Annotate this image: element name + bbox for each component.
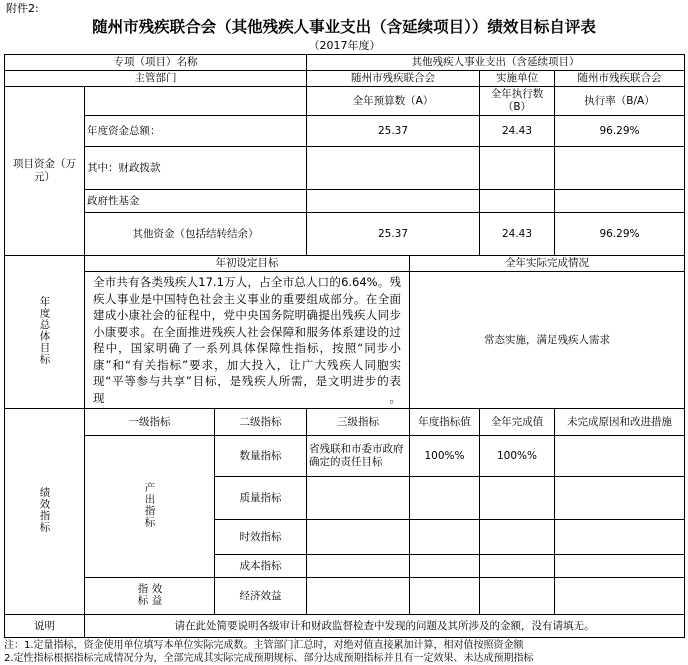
fund-total-label: 年度资金总额： [85, 116, 307, 147]
perf-level3 [307, 555, 410, 578]
annual-goal-actual-text: 常态实施，满足残疾人需求 [410, 272, 685, 409]
funds-label: 项目资金（万元） [5, 87, 85, 256]
perf-done [480, 555, 555, 578]
project-name-label: 专项（项目）名称 [5, 55, 307, 71]
perf-target [410, 555, 480, 578]
perf-done: 100%% [480, 436, 555, 477]
footnote-2: 2.定性指标根据指标完成情况分为，全部完成其实际完成预期规标、部分达成预期指标并且有一定效果、未达成预期指标 [4, 653, 534, 664]
perf-label [5, 409, 85, 615]
annual-goal-header-row [5, 256, 685, 272]
col-year-target: 年度指标值 [410, 409, 480, 436]
attachment-label: 附件2: [6, 2, 39, 15]
col-level1: 一级指标 [85, 409, 215, 436]
perf-level2: 成本指标 [215, 555, 307, 578]
col-level3: 三级指标 [307, 409, 410, 436]
col-actual-goal: 全年实际完成情况 [410, 256, 685, 272]
perf-level1-output-text: 产出指标 [143, 481, 156, 528]
perf-done [480, 578, 555, 615]
perf-target: 100%% [410, 436, 480, 477]
col-budget: 全年预算数（A） [307, 87, 480, 116]
perf-header-row [5, 409, 685, 436]
col-year-done: 全年完成值 [480, 409, 555, 436]
fund-fiscal-label: 其中：财政拨款 [85, 147, 307, 190]
fund-total-rate: 96.29% [555, 116, 685, 147]
perf-level2: 质量指标 [215, 477, 307, 520]
perf-level3 [307, 578, 410, 615]
fund-fiscal-budget [307, 147, 480, 190]
perf-level1-output [85, 436, 215, 578]
fund-other-label: 其他资金（包括结转结余） [85, 213, 307, 256]
perf-done [480, 520, 555, 555]
main-table [4, 39, 685, 638]
perf-level3 [307, 520, 410, 555]
annual-goal-label-text: 年度总体目标 [38, 295, 51, 365]
col-level2: 二级指标 [215, 409, 307, 436]
perf-level2: 时效指标 [215, 520, 307, 555]
fund-other-rate: 96.29% [555, 213, 685, 256]
perf-level3: 省残联和市委市政府确定的责任目标 [307, 436, 410, 477]
annual-goal-set-text: 全市共有各类残疾人17.1万人，占全市总人口的6.64%。残疾人事业是中国特色社会主义事业的重要组成部分。在全面建成小康社会的征程中，党中央国务院明确提出残疾人同步小康要求。在全面推进残疾人社会保障和服务体系建设的过程中，国家明确了一系列具体保障性指标，按照“同步小康”和“有关指标”要求，加大投入，让广大残疾人同胞实现“平等参与共享”目标，是残疾人所需，是文明进步的表现。 [85, 272, 410, 409]
fund-other-row [5, 213, 685, 256]
year-label: （2017年度） [308, 39, 381, 52]
footnote-1: 注：1.定量指标，资金使用单位填写本单位实际完成数。主管部门汇总时，对绝对值直接累加计算，相对值按照资金额 [4, 640, 524, 651]
fund-govfund-budget [307, 190, 480, 213]
perf-reason [555, 578, 685, 615]
page-title: 随州市残疾联合会（其他残疾人事业支出（含延续项目））绩效目标自评表 [92, 17, 596, 36]
perf-level2: 经济效益 [215, 578, 307, 615]
project-name-row [5, 55, 685, 71]
col-rate: 执行率（B/A） [555, 87, 685, 116]
perf-reason [555, 436, 685, 477]
col-executed: 全年执行数（B） [480, 87, 555, 116]
perf-reason [555, 520, 685, 555]
perf-level1-benefit [85, 578, 215, 615]
dept-label: 主管部门 [5, 71, 307, 87]
unit-value: 随州市残疾联合会 [555, 71, 685, 87]
perf-level1-benefit-text: 效益指标 [136, 582, 163, 606]
fund-govfund-row [5, 190, 685, 213]
perf-label-text: 绩效指标 [38, 486, 51, 533]
perf-target [410, 477, 480, 520]
fund-fiscal-rate [555, 147, 685, 190]
project-name-value: 其他残疾人事业支出（含延续项目） [307, 55, 685, 71]
fund-govfund-label: 政府性基金 [85, 190, 307, 213]
footnotes [4, 639, 684, 665]
perf-target [410, 520, 480, 555]
unit-label: 实施单位 [480, 71, 555, 87]
perf-level3 [307, 477, 410, 520]
fund-total-budget: 25.37 [307, 116, 480, 147]
explain-row [5, 615, 685, 638]
perf-reason [555, 555, 685, 578]
explain-label: 说明 [5, 615, 85, 638]
annual-goal-content-row [5, 272, 685, 409]
col-set-goal: 年初设定目标 [85, 256, 410, 272]
explain-text: 请在此处简要说明各级审计和财政监督检查中发现的问题及其所涉及的金额，没有请填无。 [85, 615, 685, 638]
fund-total-exec: 24.43 [480, 116, 555, 147]
perf-target [410, 578, 480, 615]
fund-total-row [5, 116, 685, 147]
fund-govfund-exec [480, 190, 555, 213]
fund-fiscal-row [5, 147, 685, 190]
col-reason: 未完成原因和改进措施 [555, 409, 685, 436]
perf-done [480, 477, 555, 520]
perf-reason [555, 477, 685, 520]
funds-sub-header [85, 87, 307, 116]
dept-value: 随州市残疾联合会 [307, 71, 480, 87]
dept-unit-row [5, 71, 685, 87]
fund-govfund-rate [555, 190, 685, 213]
year-row [5, 39, 685, 55]
funds-header-row [5, 87, 685, 116]
perf-row [5, 578, 685, 615]
annual-goal-label [5, 256, 85, 409]
fund-other-exec: 24.43 [480, 213, 555, 256]
fund-other-budget: 25.37 [307, 213, 480, 256]
fund-fiscal-exec [480, 147, 555, 190]
perf-row [5, 436, 685, 477]
perf-level2: 数量指标 [215, 436, 307, 477]
